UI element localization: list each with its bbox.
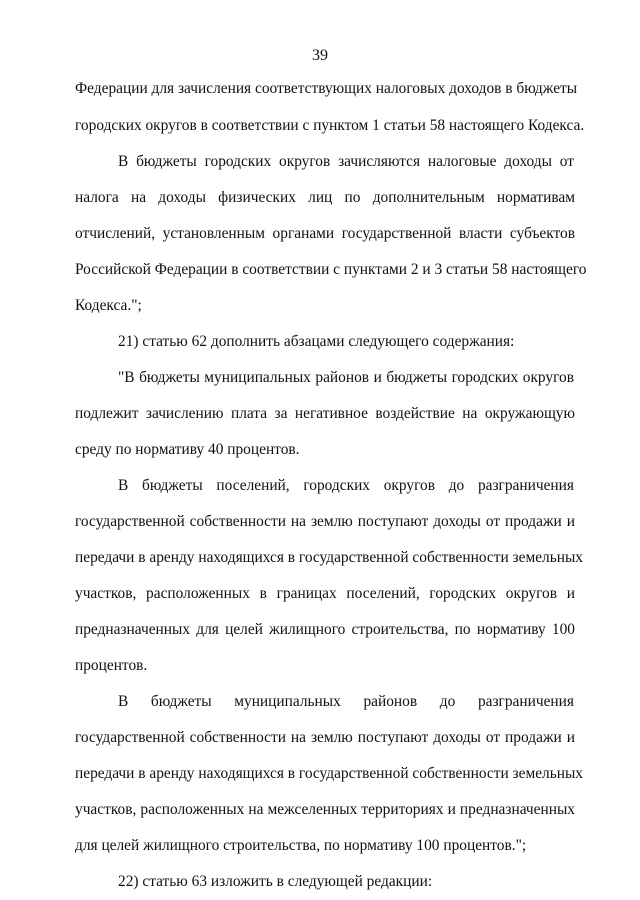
text-line: налога на доходы физических лиц по дополнительным нормативам <box>75 189 575 206</box>
text-line: В бюджеты поселений, городских округов до разграничения <box>118 477 574 494</box>
text-line: "В бюджеты муниципальных районов и бюджеты городских округов <box>118 369 574 386</box>
text-line: передачи в аренду находящихся в государственной собственности земельных <box>75 765 583 782</box>
text-line: государственной собственности на землю поступают доходы от продажи и <box>75 729 575 746</box>
text-line: передачи в аренду находящихся в государственной собственности земельных <box>75 549 583 566</box>
text-line: Российской Федерации в соответствии с пунктами 2 и 3 статьи 58 настоящего <box>75 261 587 278</box>
text-line: Кодекса."; <box>75 297 142 314</box>
text-line: отчислений, установленным органами государственной власти субъектов <box>75 225 575 242</box>
text-line: Федерации для зачисления соответствующих налоговых доходов в бюджеты <box>75 80 578 97</box>
text-line: В бюджеты городских округов зачисляются налоговые доходы от <box>118 153 574 170</box>
text-line: участков, расположенных в границах поселений, городских округов и <box>75 585 575 602</box>
text-line: государственной собственности на землю поступают доходы от продажи и <box>75 513 575 530</box>
text-line: 21) статью 62 дополнить абзацами следующего содержания: <box>118 333 515 350</box>
text-line: 22) статью 63 изложить в следующей редакции: <box>118 873 433 890</box>
text-line: для целей жилищного строительства, по нормативу 100 процентов."; <box>75 837 527 854</box>
text-line: участков, расположенных на межселенных территориях и предназначенных <box>75 801 575 818</box>
text-line: городских округов в соответствии с пунктом 1 статьи 58 настоящего Кодекса. <box>75 117 585 134</box>
text-line: среду по нормативу 40 процентов. <box>75 441 300 458</box>
text-line: подлежит зачислению плата за негативное воздействие на окружающую <box>75 405 575 422</box>
text-line: процентов. <box>75 657 148 674</box>
text-line: предназначенных для целей жилищного строительства, по нормативу 100 <box>75 621 575 638</box>
page-number: 39 <box>312 47 328 64</box>
text-line: В бюджеты муниципальных районов до разграничения <box>118 693 574 710</box>
